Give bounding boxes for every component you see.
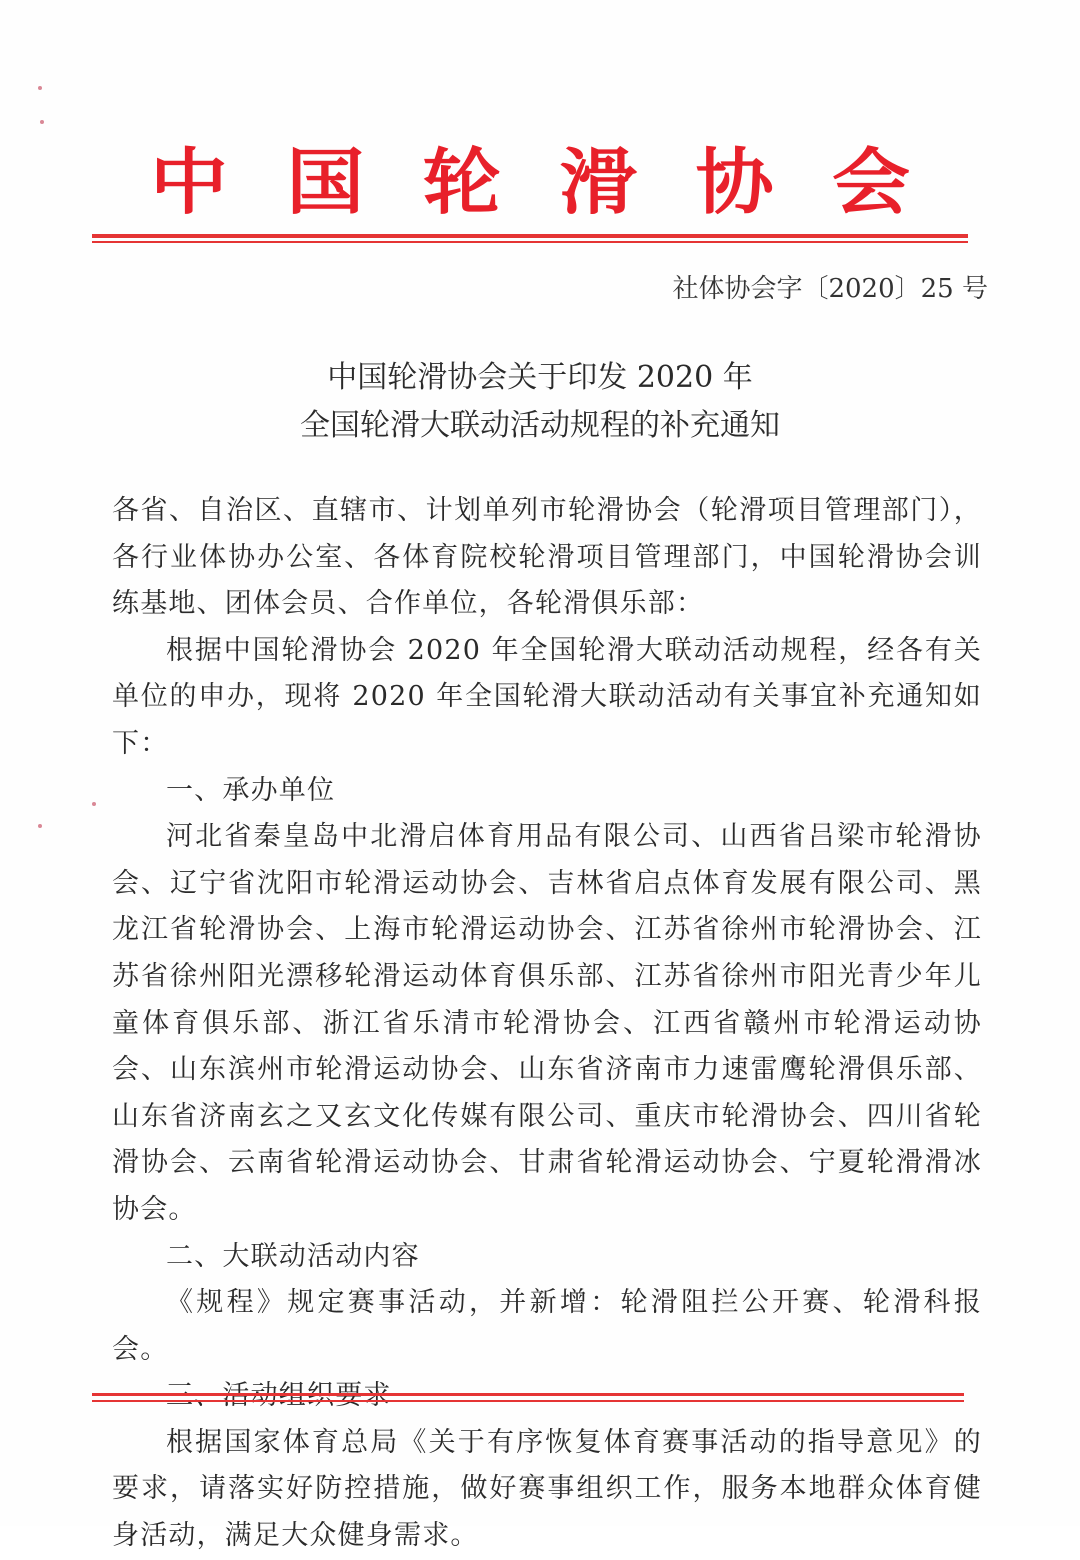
header-divider-thick [92, 234, 968, 238]
letterhead-char: 会 [831, 141, 910, 225]
scan-speck [40, 120, 44, 124]
section-text-3: 根据国家体育总局《关于有序恢复体育赛事活动的指导意见》的要求，请落实好防控措施，做好赛事组织工作，服务本地群众体育健身活动，满足大众健身需求。 [112, 1426, 982, 1552]
scan-speck [38, 824, 42, 828]
letterhead-char: 轮 [422, 141, 501, 225]
letterhead-char: 中 [150, 141, 229, 225]
document-body [112, 488, 982, 1560]
section-text-1: 河北省秦皇岛中北滑启体育用品有限公司、山西省吕梁市轮滑协会、辽宁省沈阳市轮滑运动协会、吉林省启点体育发展有限公司、黑龙江省轮滑协会、上海市轮滑运动协会、江苏省徐州市轮滑协会、江苏省徐州阳光漂移轮滑运动体育俱乐部、江苏省徐州市阳光青少年儿童体育俱乐部、浙江省乐清市轮滑协会、江西省赣州市轮滑运动协会、山东滨州市轮滑运动协会、山东省济南市力速雷鹰轮滑俱乐部、山东省济南玄之又玄文化传媒有限公司、重庆市轮滑协会、四川省轮滑协会、云南省轮滑运动协会、甘肃省轮滑运动协会、宁夏轮滑滑冰协会。 [112, 821, 982, 1225]
title-line-2: 全国轮滑大联动活动规程的补充通知 [300, 408, 780, 443]
letterhead-char: 国 [286, 141, 365, 225]
section-heading-2: 二、大联动活动内容 [166, 1240, 420, 1272]
intro-paragraph: 根据中国轮滑协会 2020 年全国轮滑大联动活动规程，经各有关单位的申办，现将 2020 年全国轮滑大联动活动有关事宜补充通知如下： [112, 634, 982, 759]
letterhead-char: 滑 [559, 141, 638, 225]
scan-speck [38, 86, 42, 90]
section-text-2: 《规程》规定赛事活动，并新增：轮滑阻拦公开赛、轮滑科报会。 [112, 1287, 982, 1365]
title-line-1: 中国轮滑协会关于印发 2020 年 [327, 360, 753, 395]
footer-divider-thin [92, 1400, 964, 1402]
header-divider-thin [92, 241, 968, 243]
footer-divider-thick [92, 1393, 964, 1396]
letterhead-char: 协 [695, 141, 774, 225]
scan-speck [92, 802, 96, 806]
salutation: 各省、自治区、直辖市、计划单列市轮滑协会（轮滑项目管理部门），各行业体协办公室、各体育院校轮滑项目管理部门，中国轮滑协会训练基地、团体会员、合作单位，各轮滑俱乐部： [112, 495, 982, 620]
document-title [0, 354, 1080, 450]
letterhead-org-name [150, 138, 910, 228]
section-heading-3 [112, 1373, 982, 1420]
section-heading-1: 一、承办单位 [166, 774, 336, 806]
document-number: 社体协会字〔2020〕25 号 [672, 274, 988, 304]
